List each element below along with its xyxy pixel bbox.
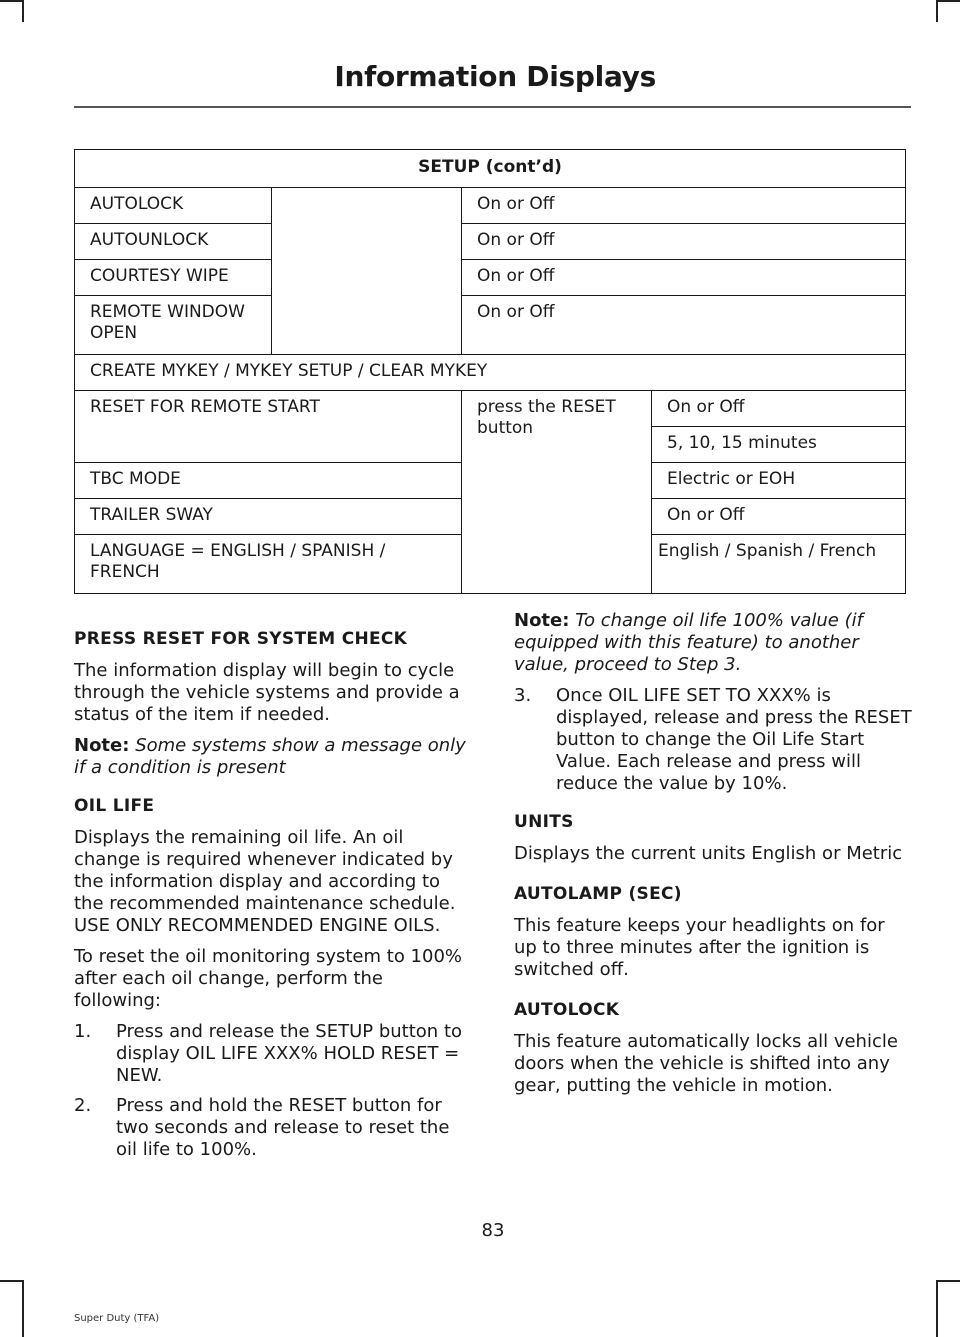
setting-label: TRAILER SWAY xyxy=(75,499,462,535)
section-heading: AUTOLOCK xyxy=(514,1000,620,1020)
crop-mark xyxy=(0,0,22,2)
section-heading: AUTOLAMP (SEC) xyxy=(514,884,682,904)
note-label: Note: xyxy=(514,610,570,631)
paragraph: To reset the oil monitoring system to 100% after each oil change, perform the following: xyxy=(74,946,463,1011)
setting-value: On or Off xyxy=(652,391,906,427)
note-label: Note: xyxy=(74,735,130,756)
left-column xyxy=(74,628,472,1170)
crop-mark xyxy=(936,1280,938,1337)
crop-mark xyxy=(936,0,938,22)
paragraph: Displays the current units English or Metric xyxy=(514,843,903,864)
section-heading: UNITS xyxy=(514,812,574,832)
setting-label: REMOTE WINDOW OPEN xyxy=(75,296,272,355)
step-text: Press and hold the RESET button for two seconds and release to reset the oil life to 100%. xyxy=(116,1095,450,1160)
table-row xyxy=(75,296,906,355)
setting-label: LANGUAGE = ENGLISH / SPANISH / FRENCH xyxy=(75,535,462,594)
step-number: 1. xyxy=(74,1021,92,1042)
steps-list xyxy=(514,685,912,795)
page-number: 83 xyxy=(481,1220,505,1241)
setting-value: On or Off xyxy=(462,188,906,224)
steps-list xyxy=(74,1021,472,1161)
step-text: Once OIL LIFE SET TO XXX% is displayed, release and press the RESET button to change the Oil Life Start Value. Each release and press will reduce the value by 10%. xyxy=(556,685,912,794)
crop-mark xyxy=(22,1280,24,1337)
note xyxy=(514,610,912,676)
setting-value: English / Spanish / French xyxy=(652,535,906,594)
table-row xyxy=(75,391,906,427)
setting-value: On or Off xyxy=(462,224,906,260)
table-row xyxy=(75,188,906,224)
setting-action: press the RESET button xyxy=(462,391,652,594)
crop-mark xyxy=(22,0,24,22)
page-title: Information Displays xyxy=(334,60,656,93)
step-number: 3. xyxy=(514,685,532,706)
section-heading: PRESS RESET FOR SYSTEM CHECK xyxy=(74,629,408,649)
setting-value: Electric or EOH xyxy=(652,463,906,499)
setting-label: RESET FOR REMOTE START xyxy=(75,391,462,463)
section-heading: OIL LIFE xyxy=(74,796,155,816)
setting-label: COURTESY WIPE xyxy=(75,260,272,296)
right-column xyxy=(514,610,912,1106)
step-text: Press and release the SETUP button to display OIL LIFE XXX% HOLD RESET = NEW. xyxy=(116,1021,463,1086)
header-divider xyxy=(74,106,911,108)
empty-cell xyxy=(272,188,462,355)
setting-label: TBC MODE xyxy=(75,463,462,499)
table-caption: SETUP (cont’d) xyxy=(75,150,906,188)
paragraph: This feature automatically locks all vehicle doors when the vehicle is shifted into any gear, putting the vehicle in motion. xyxy=(514,1031,898,1096)
setting-value: On or Off xyxy=(462,260,906,296)
paragraph: This feature keeps your headlights on for up to three minutes after the ignition is switched off. xyxy=(514,915,885,980)
crop-mark xyxy=(938,1280,960,1282)
paragraph: Displays the remaining oil life. An oil change is required whenever indicated by the information display and according to the recommended maintenance schedule. USE ONLY RECOMMENDED ENGINE OILS. xyxy=(74,827,456,936)
crop-mark xyxy=(0,1280,22,1282)
setting-label: AUTOUNLOCK xyxy=(75,224,272,260)
crop-mark xyxy=(938,0,960,2)
table-row xyxy=(75,260,906,296)
list-item xyxy=(74,1095,472,1161)
setting-value: 5, 10, 15 minutes xyxy=(652,427,906,463)
note-text: To change oil life 100% value (if equipped with this feature) to another value, proceed to Step 3. xyxy=(514,610,863,675)
paragraph: The information display will begin to cycle through the vehicle systems and provide a status of the item if needed. xyxy=(74,660,460,725)
setting-value: On or Off xyxy=(462,296,906,355)
list-item xyxy=(74,1021,472,1087)
table-row xyxy=(75,355,906,391)
setup-table xyxy=(74,149,906,594)
note-text: Some systems show a message only if a condition is present xyxy=(74,735,466,778)
setting-label: CREATE MYKEY / MYKEY SETUP / CLEAR MYKEY xyxy=(75,355,906,391)
step-number: 2. xyxy=(74,1095,92,1116)
note xyxy=(74,735,472,779)
setting-value: On or Off xyxy=(652,499,906,535)
table-row xyxy=(75,224,906,260)
footer-text: Super Duty (TFA) xyxy=(74,1313,160,1324)
list-item xyxy=(514,685,912,795)
setting-label: AUTOLOCK xyxy=(75,188,272,224)
